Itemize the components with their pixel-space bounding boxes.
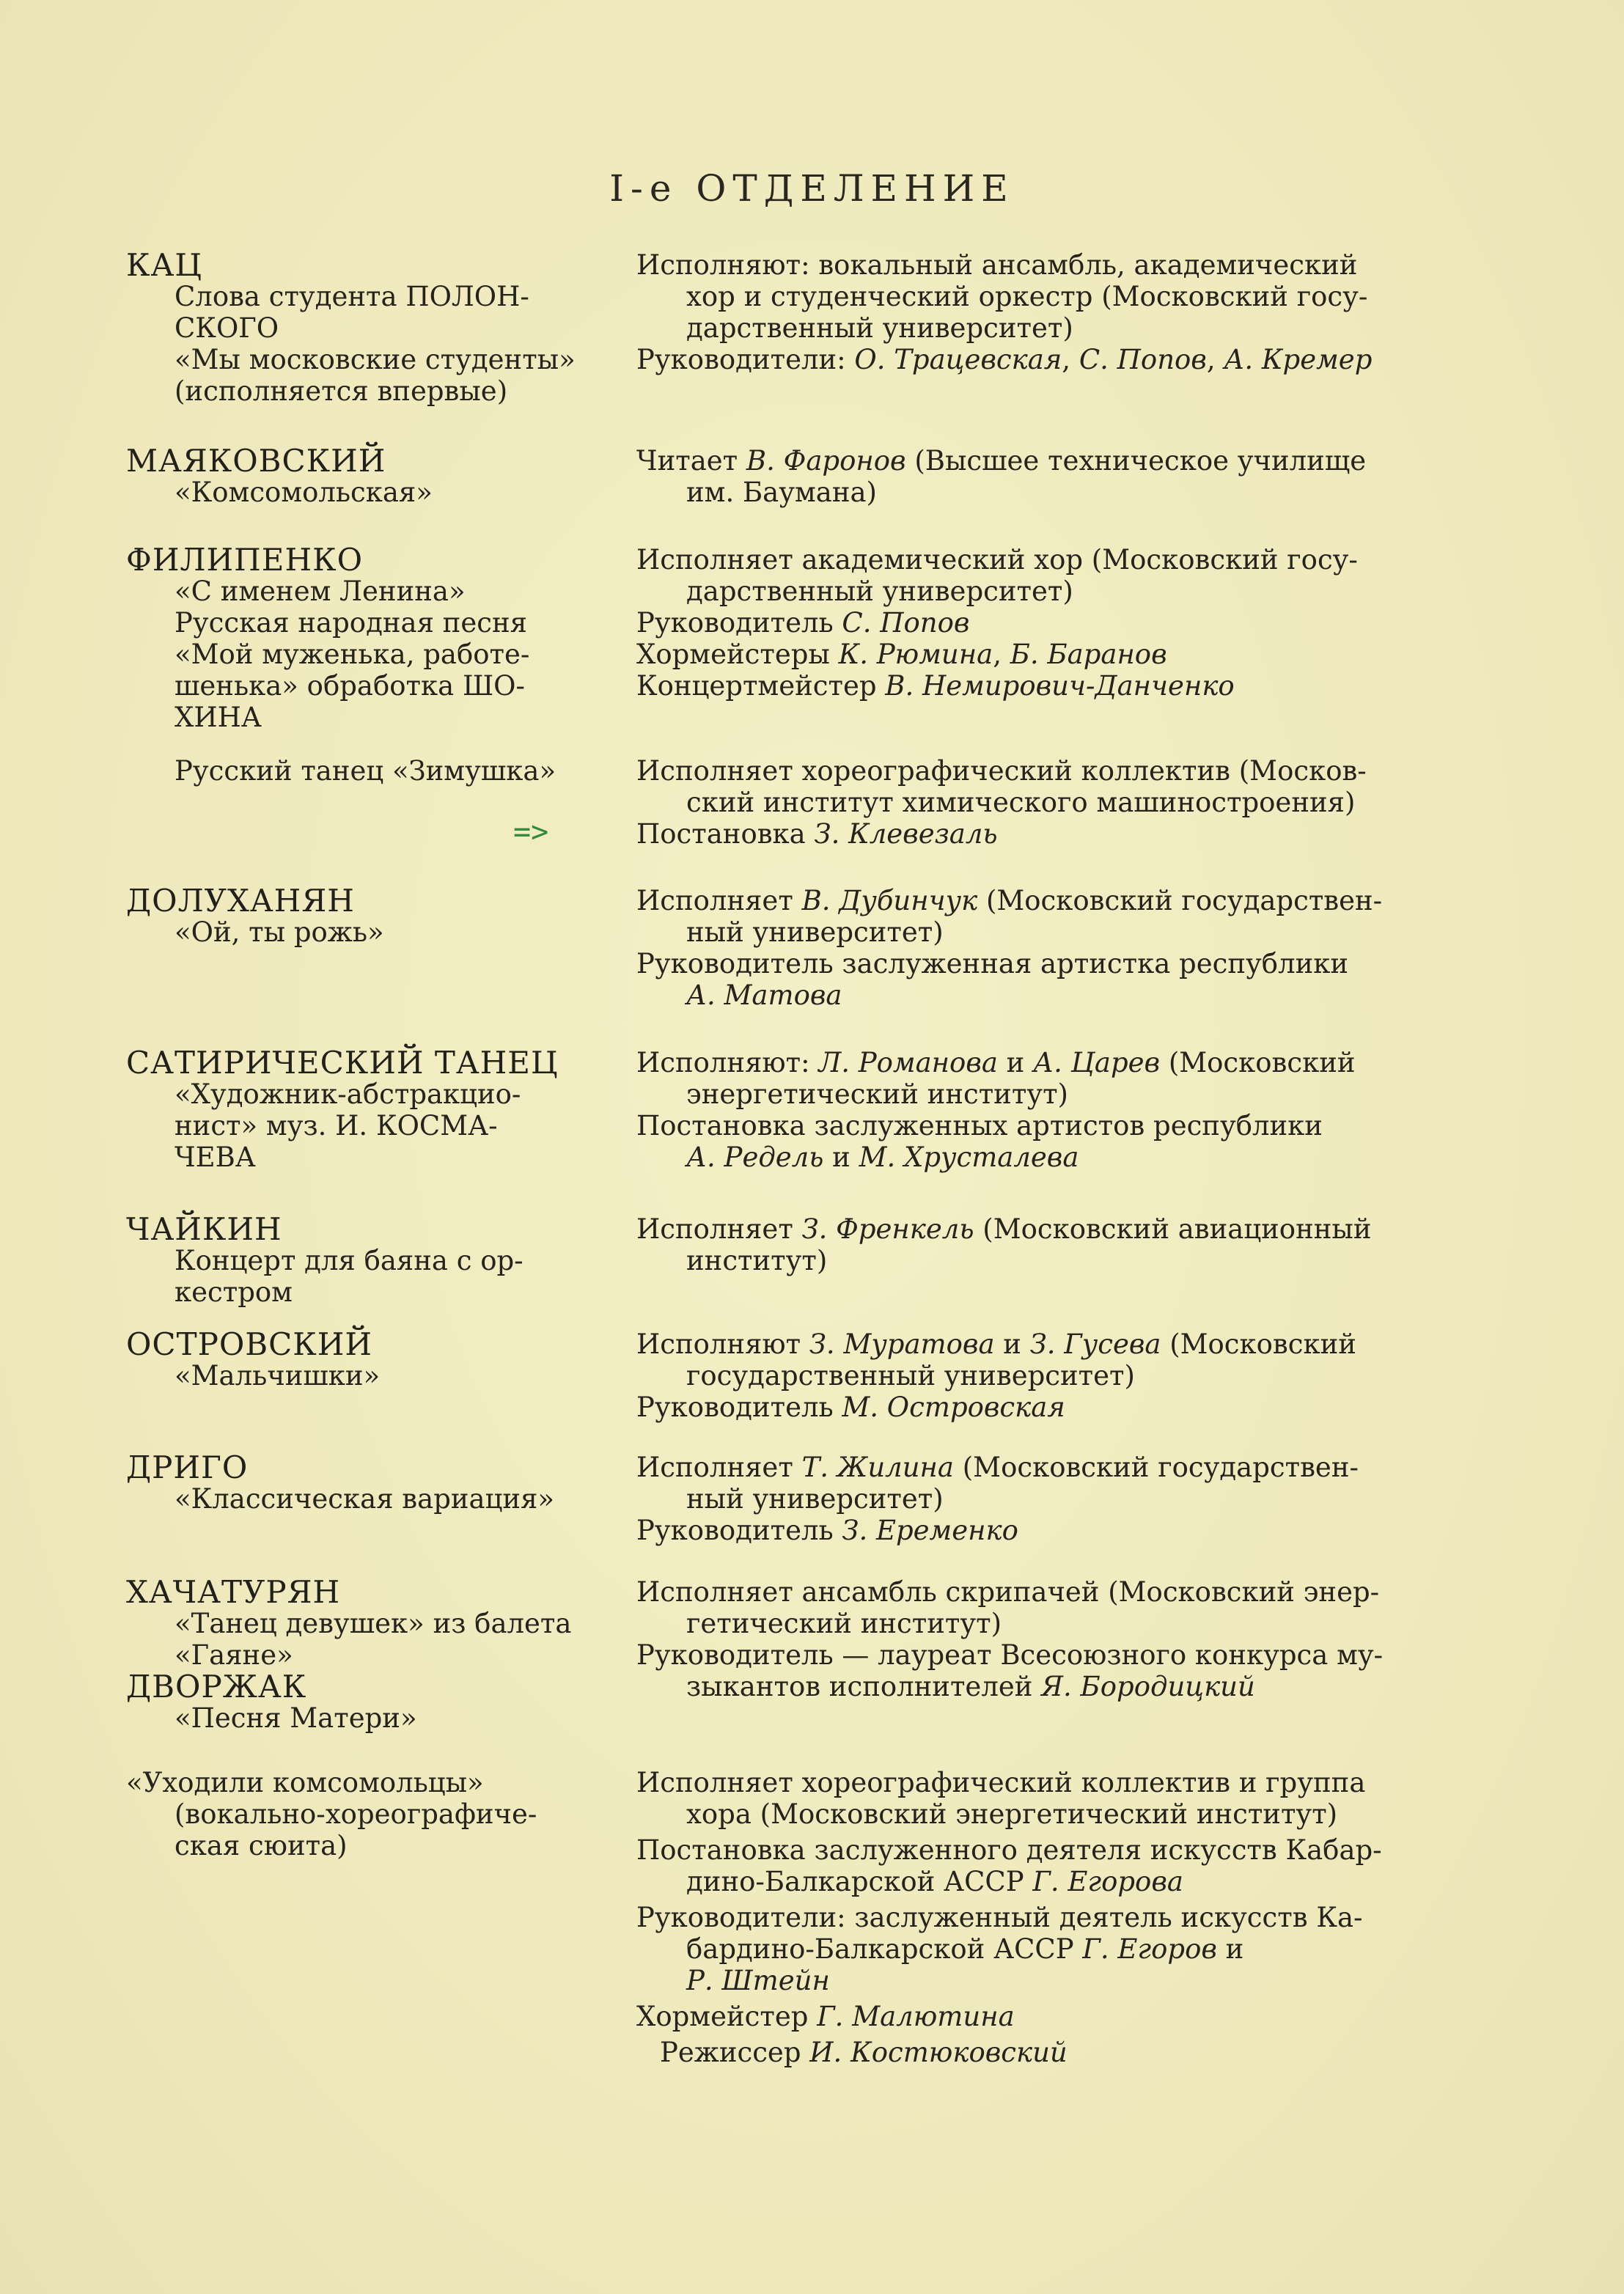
work-title-line: Концерт для баяна с ор- (174, 1245, 523, 1276)
performer-paragraph (636, 1328, 1425, 1392)
performer-paragraph (636, 1767, 1425, 1830)
performer-paragraph (636, 1047, 1425, 1110)
composer-name: ДВОРЖАК (126, 1669, 307, 1705)
performer-line: Руководитель З. Еременко (636, 1515, 1018, 1546)
arrow-marker: => (513, 815, 549, 849)
performers-column (636, 1767, 1425, 2068)
performer-line: Концертмейстер В. Немирович-Данченко (636, 670, 1235, 702)
performer-line: гетический институт) (686, 1608, 1002, 1639)
work-title-line: «Песня Матери» (174, 1702, 417, 1734)
performer-paragraph (636, 1639, 1425, 1702)
performer-line: Руководитель заслуженная артистка республики (636, 948, 1349, 979)
work-column (126, 445, 599, 508)
performer-paragraph (636, 885, 1425, 948)
performers-column (636, 544, 1425, 702)
performer-paragraph (636, 249, 1425, 344)
work-column (126, 1328, 599, 1392)
work-title-line: Русский танец «Зимушка» (174, 755, 556, 787)
work-title-line: «Художник-абстракцио- (174, 1078, 521, 1110)
performer-line: Читает В. Фаронов (Высшее техническое училище (636, 445, 1367, 477)
performer-line: Хормейстер Г. Малютина (636, 2001, 1015, 2032)
work-title-line: (вокально-хореографиче- (174, 1798, 537, 1830)
performer-line: бардино-Балкарской АССР Г. Егоров и (686, 1933, 1244, 1965)
performer-line: дино-Балкарской АССР Г. Егорова (686, 1866, 1183, 1897)
performer-line: А. Матова (686, 979, 842, 1011)
performer-paragraph (636, 1452, 1425, 1515)
performer-line: Исполняет ансамбль скрипачей (Московский энер- (636, 1576, 1380, 1608)
performer-line: хор и студенческий оркестр (Московский госу- (686, 281, 1368, 312)
performer-line: Руководитель М. Островская (636, 1392, 1065, 1423)
work-column (126, 544, 599, 733)
work-title-line: кестром (174, 1276, 293, 1308)
work-column (126, 1767, 599, 1861)
performer-line: Р. Штейн (686, 1965, 830, 1996)
performer-paragraph (636, 1110, 1425, 1173)
performer-line: хора (Московский энергетический институт) (686, 1798, 1338, 1830)
composer-name: ДОЛУХАНЯН (126, 883, 355, 919)
performer-paragraph (636, 607, 1425, 639)
work-column (126, 885, 599, 948)
performer-line: дарственный университет) (686, 312, 1073, 344)
performer-paragraph (636, 1213, 1425, 1276)
work-title-line: «Ой, ты рожь» (174, 916, 384, 948)
performer-paragraph (636, 1902, 1425, 1996)
composer-name: САТИРИЧЕСКИЙ ТАНЕЦ (126, 1045, 559, 1081)
performer-paragraph (636, 445, 1425, 508)
work-title-line: «Уходили комсомольцы» (126, 1767, 484, 1798)
work-title-line: «Гаяне» (174, 1639, 293, 1671)
work-column (126, 1576, 599, 1734)
performer-paragraph (636, 1576, 1425, 1639)
work-title-line: Русская народная песня (174, 607, 527, 639)
performer-line: Исполняет Т. Жилина (Московский государствен- (636, 1452, 1359, 1483)
performer-line: Исполняет В. Дубинчук (Московский государствен- (636, 885, 1383, 916)
performer-paragraph (636, 1515, 1425, 1546)
composer-name: КАЦ (126, 247, 202, 283)
work-title-line: ХИНА (174, 702, 262, 733)
performer-line: А. Редель и М. Хрусталева (686, 1142, 1079, 1173)
performer-line: ный университет) (686, 916, 944, 948)
performer-line: зыкантов исполнителей Я. Бородицкий (686, 1671, 1255, 1702)
performers-column (636, 755, 1425, 850)
work-title-line: Слова студента ПОЛОН- (174, 281, 529, 312)
performer-line: Исполняют: Л. Романова и А. Царев (Московский (636, 1047, 1356, 1078)
performer-paragraph (636, 755, 1425, 818)
performers-column (636, 1047, 1425, 1173)
performer-line: Хормейстеры К. Рюмина, Б. Баранов (636, 639, 1167, 670)
performer-line: энергетический институт) (686, 1078, 1068, 1110)
performer-paragraph (636, 1834, 1425, 1897)
performer-paragraph (636, 639, 1425, 670)
performer-paragraph (636, 2001, 1425, 2032)
performers-column (636, 1328, 1425, 1423)
work-title-line: СКОГО (174, 312, 279, 344)
performers-column (636, 249, 1425, 375)
work-title-line: «С именем Ленина» (174, 576, 466, 607)
performers-column (636, 1452, 1425, 1546)
work-title-line: «Комсомольская» (174, 477, 433, 508)
composer-name: ХАЧАТУРЯН (126, 1574, 341, 1610)
work-title-line: ская сюита) (174, 1830, 348, 1861)
performer-line: Исполняют З. Муратова и З. Гусева (Московский (636, 1328, 1356, 1360)
performer-line: Руководитель С. Попов (636, 607, 970, 639)
performer-line: Исполняет хореографический коллектив и группа (636, 1767, 1366, 1798)
work-title-line: «Классическая вариация» (174, 1483, 555, 1515)
performer-line: Исполняют: вокальный ансамбль, академический (636, 249, 1358, 281)
work-title-line: «Мальчишки» (174, 1360, 381, 1392)
performer-paragraph (636, 2037, 1425, 2068)
performer-paragraph (636, 1392, 1425, 1423)
performer-line: Исполняет З. Френкель (Московский авиационный (636, 1213, 1372, 1245)
performers-column (636, 1213, 1425, 1276)
section-title: I-е ОТДЕЛЕНИЕ (609, 167, 1015, 210)
composer-name: ДРИГО (126, 1449, 249, 1485)
composer-name: МАЯКОВСКИЙ (126, 443, 386, 479)
performer-line: Постановка заслуженных артистов республики (636, 1110, 1323, 1142)
performer-paragraph (636, 544, 1425, 607)
work-title-line: «Мы московские студенты» (174, 344, 576, 375)
composer-name: ОСТРОВСКИЙ (126, 1326, 373, 1362)
composer-name: ЧАЙКИН (126, 1211, 282, 1247)
work-column (126, 1449, 599, 1515)
work-title-line: ЧЕВА (174, 1142, 256, 1173)
work-column (126, 1213, 599, 1308)
performer-line: им. Баумана) (686, 477, 877, 508)
performers-column (636, 1576, 1425, 1702)
work-column (126, 249, 599, 407)
performer-line: Руководитель — лауреат Всесоюзного конкурса му- (636, 1639, 1384, 1671)
performers-column (636, 445, 1425, 508)
performer-paragraph (636, 818, 1425, 850)
work-title-line: шенька» обработка ШО- (174, 670, 526, 702)
work-title-line: «Мой муженька, работе- (174, 639, 530, 670)
performer-line: Руководители: О. Трацевская, С. Попов, А. Кремер (636, 344, 1373, 375)
performer-line: институт) (686, 1245, 828, 1276)
work-title-line: (исполняется впервые) (174, 375, 508, 407)
performer-line: государственный университет) (686, 1360, 1135, 1392)
work-title-line: нист» муз. И. КОСМА- (174, 1110, 498, 1142)
work-column (126, 755, 599, 787)
performer-line: Руководители: заслуженный деятель искусств Ка- (636, 1902, 1363, 1933)
composer-name: ФИЛИПЕНКО (126, 542, 364, 578)
performer-line: Исполняет хореографический коллектив (Москов- (636, 755, 1367, 787)
work-column (126, 1047, 599, 1173)
performers-column (636, 885, 1425, 1011)
performer-line: дарственный университет) (686, 576, 1073, 607)
performer-line: ский институт химического машиностроения) (686, 787, 1356, 818)
performer-paragraph (636, 344, 1425, 375)
performer-line: Постановка заслуженного деятеля искусств Кабар- (636, 1834, 1382, 1866)
performer-paragraph (636, 948, 1425, 1011)
work-title-line: «Танец девушек» из балета (174, 1608, 572, 1639)
performer-line: Режиссер И. Костюковский (660, 2037, 1068, 2068)
performer-paragraph (636, 670, 1425, 702)
performer-line: Исполняет академический хор (Московский госу- (636, 544, 1358, 576)
performer-line: ный университет) (686, 1483, 944, 1515)
performer-line: Постановка З. Клевезаль (636, 818, 998, 850)
